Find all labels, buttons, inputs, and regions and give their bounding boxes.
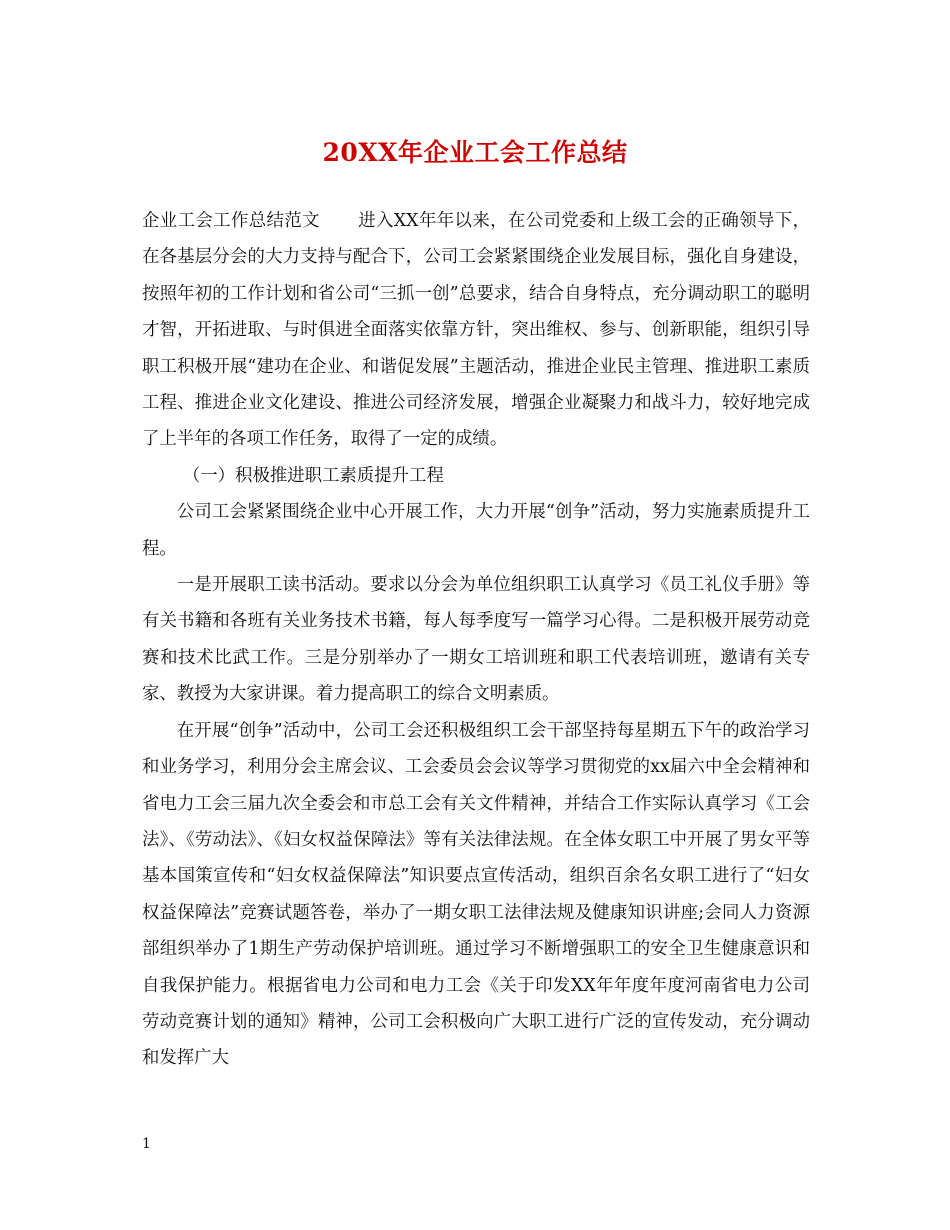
body-paragraph: 公司工会紧紧围绕企业中心开展工作，大力开展“创争”活动，努力实施素质提升工程。 [142,502,810,559]
intro-text: 进入XX年年以来，在公司党委和上级工会的正确领导下，在各基层分会的大力支持与配合下，公司工会紧紧围绕企业发展目标，强化自身建设，按照年初的工作计划和省公司“三抓一创”总要求，结合自身特点，充分调动职工的聪明才智，开拓进取、与时俱进全面落实依靠方针，突出维权、参与、创新职能，组织引导职工积极开展“建功在企业、和谐促发展”主题活动，推进企业民主管理、推进职工素质工程、推进企业文化建设、推进公司经济发展，增强企业凝聚力和战斗力，较好地完成了上半年的各项工作任务，取得了一定的成绩。 [142,211,810,450]
body-paragraph: 在开展“创争”活动中，公司工会还积极组织工会干部坚持每星期五下午的政治学习和业务学习，利用分会主席会议、工会委员会会议等学习贯彻党的xx届六中全会精神和省电力工会三届九次全委会和市总工会有关文件精神，并结合工作实际认真学习《工会法》、《劳动法》、《妇女权益保障法》等有关法律法规。在全体女职工中开展了男女平等基本国策宣传和“妇女权益保障法”知识要点宣传活动，组织百余名女职工进行了“妇女权益保障法”竞赛试题答卷，举办了一期女职工法律法规及健康知识讲座;会同人力资源部组织举办了1期生产劳动保护培训班。通过学习不断增强职工的安全卫生健康意识和自我保护能力。根据省电力公司和电力工会《关于印发XX年年度年度河南省电力公司劳动竞赛计划的通知》精神，公司工会积极向广大职工进行广泛的宣传发动，充分调动和发挥广大 [142,720,810,1069]
document-body [142,203,810,1077]
document-title: 20XX年企业工会工作总结 [322,138,628,167]
body-paragraph: 一是开展职工读书活动。要求以分会为单位组织职工认真学习《员工礼仪手册》等有关书籍和各班有关业务技术书籍，每人每季度写一篇学习心得。二是积极开展劳动竞赛和技术比武工作。三是分别举办了一期女工培训班和职工代表培训班，邀请有关专家、教授为大家讲课。着力提高职工的综合文明素质。 [142,575,810,705]
section-heading: （一）积极推进职工素质提升工程 [182,465,444,486]
intro-lead: 企业工会工作总结范文 [142,211,320,231]
intro-paragraph [142,203,810,458]
page-number: 1 [142,1136,151,1152]
